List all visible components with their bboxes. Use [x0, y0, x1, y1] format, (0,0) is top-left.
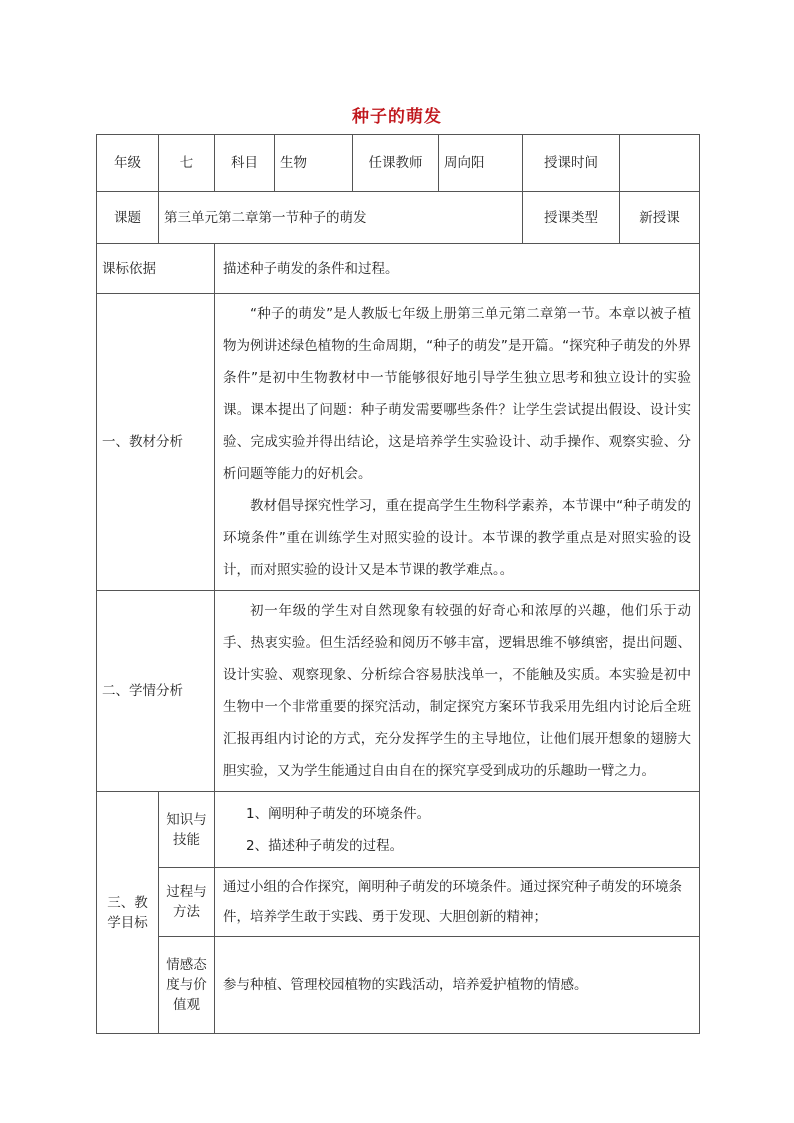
knowledge-item-1: 1、阐明种子萌发的环境条件。: [246, 805, 431, 822]
textbook-analysis-label: 一、教材分析: [97, 294, 215, 591]
emotion-label: 情感态度与价值观: [159, 937, 215, 1034]
textbook-analysis-para1: “种子的萌发”是人教版七年级上册第三单元第二章第一节。本章以被子植物为例讲述绿色植物的生命周期，“种子的萌发”是开篇。“探究种子萌发的外界条件”是初中生物教材中一节能够很好地引导学生独立思考和独立设计的实验课。课本提出了问题：种子萌发需要哪些条件？让学生尝试提出假设、设计实验、完成实验并得出结论，这是培养学生实验设计、动手操作、观察实验、分析问题等能力的好机会。: [223, 306, 691, 482]
grade-value: 七: [159, 135, 215, 192]
knowledge-row: [97, 792, 700, 868]
textbook-analysis-content: [215, 294, 700, 591]
topic-label: 课题: [97, 192, 159, 244]
process-text: 通过小组的合作探究，阐明种子萌发的环境条件。通过探究种子萌发的环境条件，培养学生敢于实践、勇于发现、大胆创新的精神；: [223, 879, 682, 925]
lesson-plan-table: [96, 134, 700, 1034]
process-label: 过程与方法: [159, 868, 215, 937]
emotion-row: [97, 937, 700, 1034]
student-analysis-label: 二、学情分析: [97, 591, 215, 792]
grade-label: 年级: [97, 135, 159, 192]
textbook-analysis-row: [97, 294, 700, 591]
type-value: 新授课: [620, 192, 700, 244]
subject-value: 生物: [275, 135, 353, 192]
standard-row: [97, 244, 700, 294]
standard-label: 课标依据: [97, 244, 215, 294]
student-analysis-row: [97, 591, 700, 792]
time-value: [620, 135, 700, 192]
goals-label: 三、教学目标: [97, 792, 159, 1034]
process-content: [215, 868, 700, 937]
knowledge-content: [215, 792, 700, 868]
teacher-value: 周向阳: [439, 135, 523, 192]
topic-row: [97, 192, 700, 244]
time-label: 授课时间: [523, 135, 620, 192]
header-row: [97, 135, 700, 192]
textbook-analysis-para2: 教材倡导探究性学习，重在提高学生生物科学素养，本节课中“种子萌发的环境条件”重在训练学生对照实验的设计。本节课的教学重点是对照实验的设计，而对照实验的设计又是本节课的教学难点。。: [223, 498, 691, 578]
student-analysis-text: 初一年级的学生对自然现象有较强的好奇心和浓厚的兴趣，他们乐于动手、热衷实验。但生活经验和阅历不够丰富，逻辑思维不够缜密，提出问题、设计实验、观察现象、分析综合容易肤浅单一，不能触及实质。本实验是初中生物中一个非常重要的探究活动，制定探究方案环节我采用先组内讨论后全班汇报再组内讨论的方式，充分发挥学生的主导地位，让他们展开想象的翅膀大胆实验，又为学生能通过自由自在的探究享受到成功的乐趣助一臂之力。: [223, 603, 691, 779]
student-analysis-content: [215, 591, 700, 792]
knowledge-label: 知识与技能: [159, 792, 215, 868]
document-title: 种子的萌发: [352, 107, 442, 127]
teacher-label: 任课教师: [353, 135, 439, 192]
knowledge-item-2: 2、描述种子萌发的过程。: [246, 837, 404, 854]
standard-value: 描述种子萌发的条件和过程。: [215, 244, 700, 294]
type-label: 授课类型: [523, 192, 620, 244]
subject-label: 科目: [215, 135, 275, 192]
process-row: [97, 868, 700, 937]
emotion-content: 参与种植、管理校园植物的实践活动，培养爱护植物的情感。: [215, 937, 700, 1034]
topic-value: 第三单元第二章第一节种子的萌发: [159, 192, 523, 244]
